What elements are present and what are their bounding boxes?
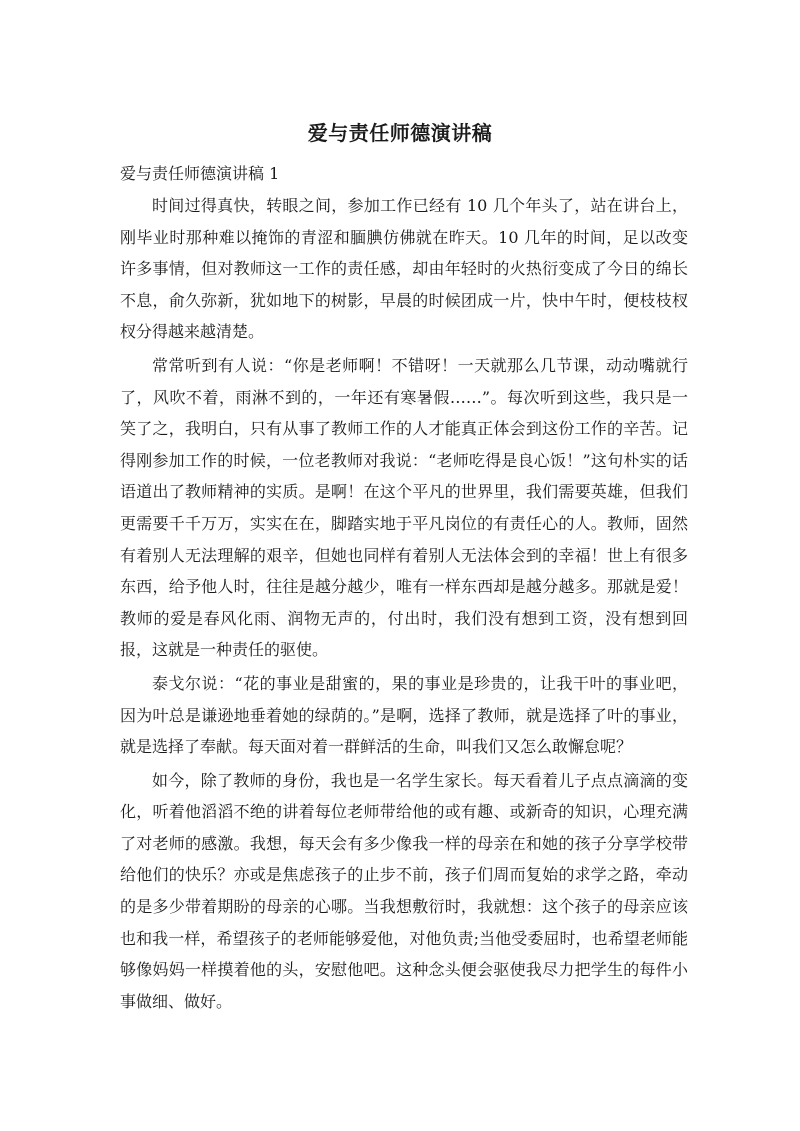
section-heading: 爱与责任师德演讲稿 1 [120,164,280,183]
paragraph-3: 泰戈尔说：“花的事业是甜蜜的，果的事业是珍贵的，让我干叶的事业吧，因为叶总是谦逊地垂着她的绿荫的。”是啊，选择了教师，就是选择了叶的事业，就是选择了奉献。每天面对着一群鲜活的生命，叫我们又怎么敢懈怠呢？ [120,673,688,757]
paragraph-2: 常常听到有人说：“你是老师啊！不错呀！一天就那么几节课，动动嘴就行了，风吹不着，雨淋不到的，一年还有寒暑假……”。每次听到这些，我只是一笑了之，我明白，只有从事了教师工作的人才能真正体会到这份工作的辛苦。记得刚参加工作的时候，一位老教师对我说：“老师吃得是良心饭！”这句朴实的话语道出了教师精神的实质。是啊！在这个平凡的世界里，我们需要英雄，但我们更需要千千万万，实实在在，脚踏实地于平凡岗位的有责任心的人。教师，固然有着别人无法理解的艰辛，但她也同样有着别人无法体会到的幸福！世上有很多东西，给予他人时，往往是越分越少，唯有一样东西却是越分越多。那就是爱！教师的爱是春风化雨、润物无声的，付出时，我们没有想到工资，没有想到回报，这就是一种责任的驱使。 [120,355,688,660]
document-title: 爱与责任师德演讲稿 [307,121,493,145]
paragraph-1: 时间过得真快，转眼之间，参加工作已经有 10 几个年头了，站在讲台上，刚毕业时那种难以掩饰的青涩和腼腆仿佛就在昨天。10 几年的时间，足以改变许多事情，但对教师这一工作的责任感，却由年轻时的火热衍变成了今日的绵长不息，俞久弥新，犹如地下的树影，早晨的时候团成一片，快中午时，便枝枝杈杈分得越来越清楚。 [120,196,688,342]
document-body [120,160,688,1017]
paragraph-4: 如今，除了教师的身份，我也是一名学生家长。每天看着儿子点点滴滴的变化，听着他滔滔不绝的讲着每位老师带给他的或有趣、或新奇的知识，心理充满了对老师的感激。我想，每天会有多少像我一样的母亲在和她的孩子分享学校带给他们的快乐？亦或是焦虑孩子的止步不前，孩子们周而复始的求学之路，牵动的是多少带着期盼的母亲的心哪。当我想敷衍时，我就想：这个孩子的母亲应该也和我一样，希望孩子的老师能够爱他，对他负责;当他受委屈时，也希望老师能够像妈妈一样摸着他的头，安慰他吧。这种念头便会驱使我尽力把学生的每件小事做细、做好。 [120,770,688,1011]
